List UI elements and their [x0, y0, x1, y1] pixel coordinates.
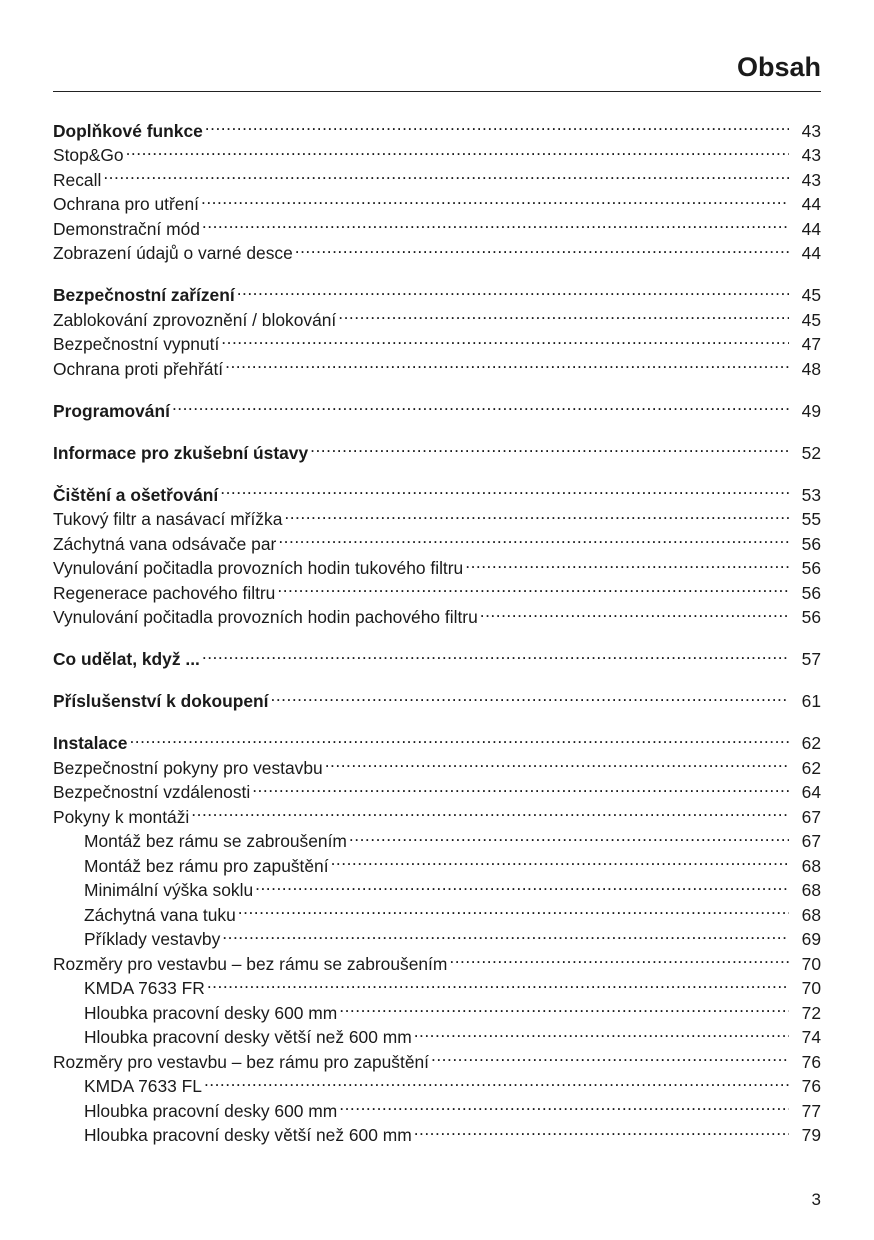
toc-leader-dots: [202, 210, 789, 235]
toc-entry-label: Příklady vestavby: [84, 929, 221, 949]
toc-leader-dots: [252, 774, 789, 799]
toc-entry-label: Doplňkové funkce: [53, 120, 203, 141]
toc-section: [53, 392, 821, 421]
toc-heading-entry[interactable]: [53, 641, 821, 669]
toc-entry-page: 43: [801, 120, 821, 141]
toc-leader-dots: [414, 1019, 789, 1044]
toc-entry-page: 52: [801, 442, 821, 463]
toc-entry-label: Ochrana pro utření: [53, 194, 199, 214]
toc-entry-label: Minimální výška soklu: [84, 880, 254, 900]
toc-entry[interactable]: [53, 749, 821, 778]
toc-entry-label: Demonstrační mód: [53, 218, 200, 239]
toc-entry-label: Bezpečnostní zařízení: [53, 285, 235, 305]
toc-section: [53, 277, 821, 379]
toc-heading-entry[interactable]: [53, 725, 821, 753]
toc-entry-label: Regenerace pachového filtru: [53, 582, 276, 603]
toc-leader-dots: [295, 235, 789, 260]
toc-entry-label: KMDA 7633 FR: [84, 978, 205, 998]
header-rule: [53, 91, 821, 92]
toc-entry[interactable]: [53, 137, 821, 165]
toc-entry-page: 68: [801, 904, 821, 925]
toc-entry-page: 55: [801, 509, 821, 529]
toc-leader-dots: [465, 550, 789, 575]
toc-entry-page: 43: [801, 145, 821, 165]
toc-entry-label: Programování: [53, 400, 170, 421]
toc-entry-label: Hloubka pracovní desky větší než 600 mm: [84, 1027, 412, 1047]
toc-leader-dots: [191, 798, 789, 823]
toc-entry-label: Tukový filtr a nasávací mřížka: [53, 509, 283, 529]
toc-leader-dots: [339, 994, 789, 1019]
toc-entry-label: Informace pro zkušební ústavy: [53, 442, 309, 463]
toc-entry-label: Pokyny k montáži: [53, 806, 190, 827]
toc-leader-dots: [204, 1068, 789, 1093]
toc-entry-label: Vynulování počitadla provozních hodin tukového filtru: [53, 558, 464, 578]
toc-heading-entry[interactable]: [53, 434, 821, 463]
toc-leader-dots: [126, 137, 789, 162]
toc-leader-dots: [271, 683, 789, 708]
toc-leader-dots: [284, 501, 789, 526]
toc-entry-page: 67: [801, 831, 821, 851]
toc-entry-page: 57: [801, 649, 821, 669]
toc-section: [53, 112, 821, 263]
toc-section: [53, 476, 821, 627]
toc-entry-label: Příslušenství k dokoupení: [53, 691, 269, 711]
toc-leader-dots: [201, 186, 789, 211]
toc-entry[interactable]: [53, 186, 821, 214]
toc-entry-page: 76: [801, 1076, 821, 1096]
toc-entry-label: Čištění a ošetřování: [53, 484, 219, 505]
toc-heading-entry[interactable]: [53, 476, 821, 505]
toc-leader-dots: [349, 823, 789, 848]
toc-entry-label: Hloubka pracovní desky 600 mm: [84, 1100, 338, 1121]
toc-entry-page: 62: [801, 733, 821, 753]
toc-leader-dots: [310, 434, 789, 459]
toc-entry-page: 70: [801, 953, 821, 974]
toc-entry-page: 77: [801, 1100, 821, 1121]
toc-entry-page: 69: [801, 929, 821, 949]
toc-entry-label: Stop&Go: [53, 145, 124, 165]
toc-entry-label: Záchytná vana tuku: [84, 904, 236, 925]
toc-leader-dots: [449, 945, 789, 970]
toc-entry-page: 68: [801, 880, 821, 900]
toc-entry-page: 44: [801, 243, 821, 263]
toc-entry-label: Recall: [53, 169, 102, 190]
toc-entry-page: 45: [801, 285, 821, 305]
toc-leader-dots: [205, 112, 789, 137]
toc-entry-label: Zobrazení údajů o varné desce: [53, 243, 293, 263]
toc-entry-label: Co udělat, když ...: [53, 649, 200, 669]
toc-entry-label: Vynulování počitadla provozních hodin pachového filtru: [53, 607, 478, 627]
toc-heading-entry[interactable]: [53, 112, 821, 141]
toc-entry-label: Rozměry pro vestavbu – bez rámu pro zapuštění: [53, 1051, 430, 1072]
toc-leader-dots: [129, 725, 789, 750]
toc-entry-page: 53: [801, 484, 821, 505]
toc-leader-dots: [338, 301, 789, 326]
toc-leader-dots: [172, 392, 789, 417]
toc-entry-page: 79: [801, 1125, 821, 1145]
toc-entry-page: 45: [801, 309, 821, 330]
toc-entry-label: Bezpečnostní vypnutí: [53, 334, 220, 354]
toc-entry-page: 43: [801, 169, 821, 190]
toc-entry-label: Hloubka pracovní desky větší než 600 mm: [84, 1125, 412, 1145]
toc-entry-label: Bezpečnostní vzdálenosti: [53, 782, 251, 802]
toc-leader-dots: [225, 350, 789, 375]
toc-leader-dots: [220, 476, 789, 501]
toc-leader-dots: [237, 277, 789, 302]
toc-heading-entry[interactable]: [53, 683, 821, 711]
toc-leader-dots: [202, 641, 789, 666]
toc-leader-dots: [207, 970, 789, 995]
toc-entry-page: 56: [801, 558, 821, 578]
toc-entry-page: 44: [801, 218, 821, 239]
toc-leader-dots: [277, 574, 789, 599]
toc-entry-page: 70: [801, 978, 821, 998]
table-of-contents: [53, 112, 821, 1159]
toc-entry-page: 61: [801, 691, 821, 711]
toc-leader-dots: [278, 525, 789, 550]
toc-entry-page: 56: [801, 582, 821, 603]
toc-leader-dots: [238, 896, 789, 921]
toc-entry-page: 48: [801, 358, 821, 379]
toc-leader-dots: [331, 847, 789, 872]
toc-heading-entry[interactable]: [53, 277, 821, 305]
page-title: Obsah: [736, 52, 821, 82]
toc-entry-page: 68: [801, 855, 821, 876]
toc-leader-dots: [255, 872, 789, 897]
toc-entry-page: 44: [801, 194, 821, 214]
toc-entry-label: Záchytná vana odsávače par: [53, 533, 277, 554]
toc-leader-dots: [103, 161, 789, 186]
toc-entry-label: Rozměry pro vestavbu – bez rámu se zabroušením: [53, 953, 448, 974]
page-number: 3: [811, 1190, 821, 1209]
toc-section: [53, 683, 821, 711]
toc-leader-dots: [339, 1092, 789, 1117]
toc-entry-page: 72: [801, 1002, 821, 1023]
toc-entry-label: Montáž bez rámu se zabroušením: [84, 831, 347, 851]
toc-entry-page: 47: [801, 334, 821, 354]
toc-section: [53, 434, 821, 463]
toc-heading-entry[interactable]: [53, 392, 821, 421]
toc-entry-label: Montáž bez rámu pro zapuštění: [84, 855, 329, 876]
toc-entry-page: 74: [801, 1027, 821, 1047]
toc-section: [53, 725, 821, 1145]
toc-section: [53, 641, 821, 669]
toc-leader-dots: [221, 326, 789, 351]
toc-entry-label: Hloubka pracovní desky 600 mm: [84, 1002, 338, 1023]
toc-leader-dots: [480, 599, 789, 624]
toc-entry-label: Bezpečnostní pokyny pro vestavbu: [53, 757, 323, 778]
toc-entry-label: Zablokování zprovoznění / blokování: [53, 309, 337, 330]
toc-entry-label: KMDA 7633 FL: [84, 1076, 202, 1096]
toc-leader-dots: [325, 749, 789, 774]
toc-leader-dots: [431, 1043, 789, 1068]
toc-entry-page: 62: [801, 757, 821, 778]
toc-entry-page: 67: [801, 806, 821, 827]
toc-leader-dots: [222, 921, 789, 946]
toc-entry-label: Instalace: [53, 733, 128, 753]
toc-entry-label: Ochrana proti přehřátí: [53, 358, 224, 379]
toc-entry-page: 64: [801, 782, 821, 802]
toc-leader-dots: [414, 1117, 789, 1142]
toc-entry-page: 56: [801, 533, 821, 554]
toc-entry-page: 49: [801, 400, 821, 421]
toc-entry-page: 76: [801, 1051, 821, 1072]
toc-entry-page: 56: [801, 607, 821, 627]
toc-entry[interactable]: [53, 161, 821, 190]
